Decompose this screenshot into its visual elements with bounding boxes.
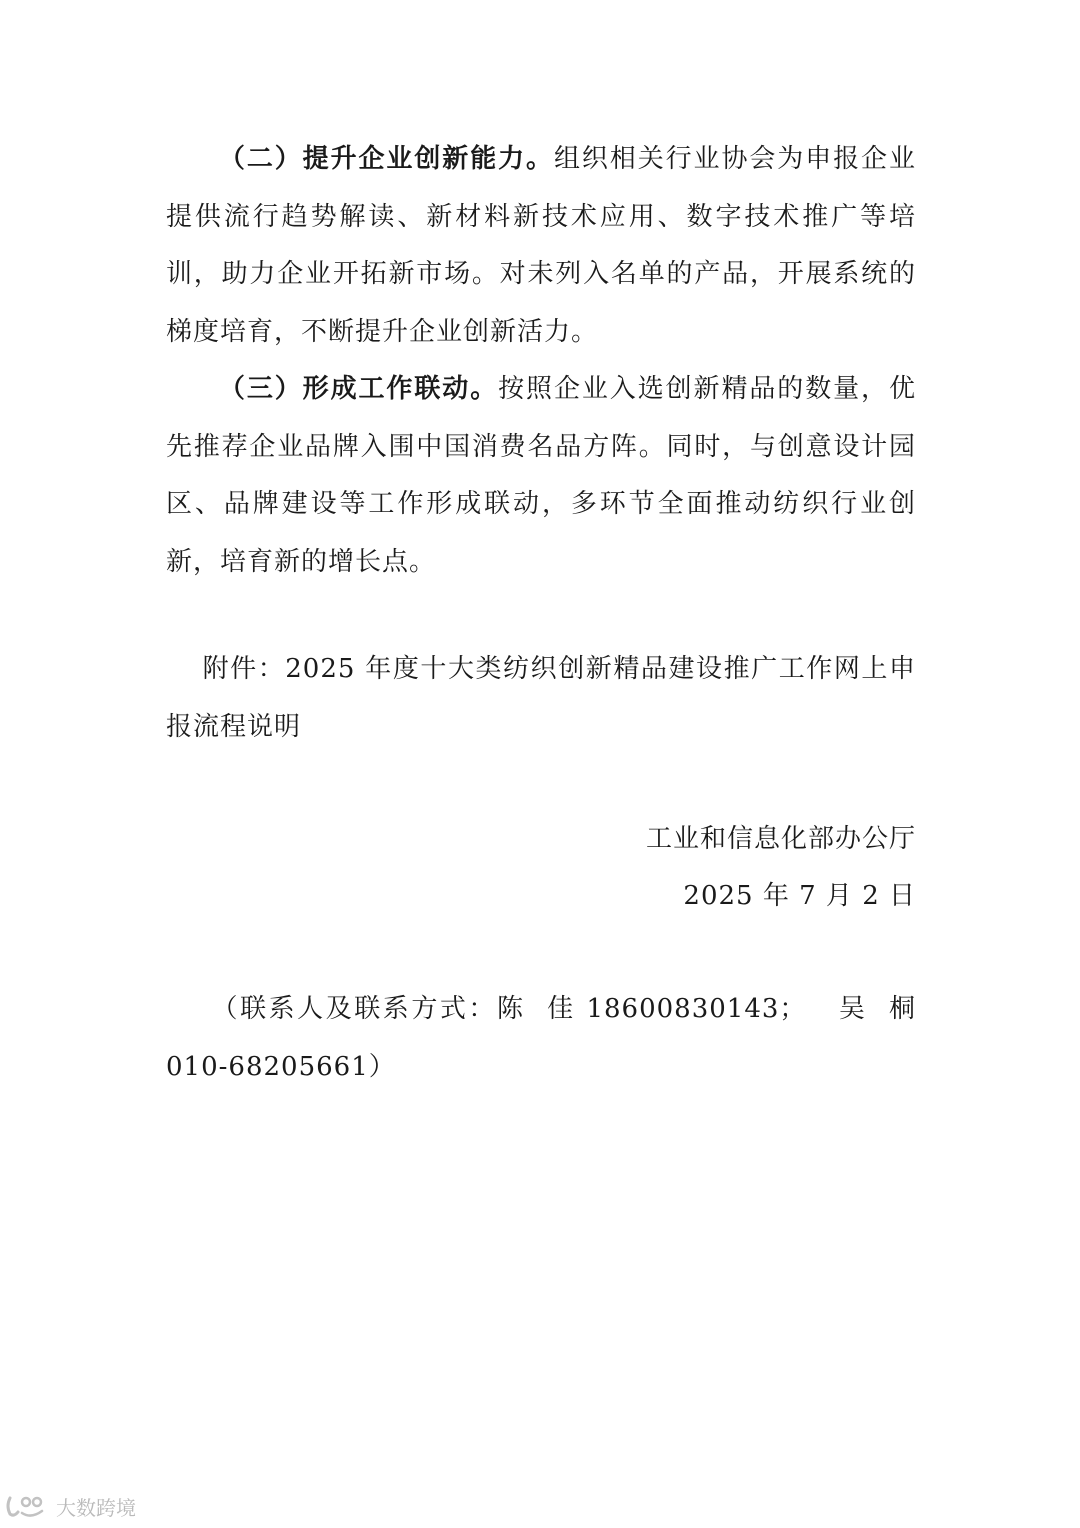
paragraph-section-3 (166, 361, 916, 591)
section-3-body: 按照企业入选创新精品的数量，优先推荐企业品牌入围中国消费名品方阵。同时，与创意设计园区、品牌建设等工作形成联动，多环节全面推动纺织行业创新，培育新的增长点。 (166, 374, 916, 577)
contact-info (166, 981, 926, 1096)
contact-text: （联系人及联系方式：陈 佳 18600830143； 吴 桐 010-68205661） (166, 994, 926, 1082)
section-2-heading: （二）提升企业创新能力。 (218, 144, 554, 174)
section-3-heading: （三）形成工作联动。 (218, 374, 499, 404)
attachment-note (166, 641, 916, 756)
attachment-text: 附件：2025 年度十大类纺织创新精品建设推广工作网上申报流程说明 (166, 654, 916, 742)
section-2-body: 组织相关行业协会为申报企业提供流行趋势解读、新材料新技术应用、数字技术推广等培训，助力企业开拓新市场。对未列入名单的产品，开展系统的梯度培育，不断提升企业创新活力。 (166, 144, 916, 347)
watermark (4, 1490, 136, 1522)
watermark-logo-icon (4, 1493, 50, 1519)
paragraph-section-2 (166, 131, 916, 361)
issue-date: 2025 年 7 月 2 日 (683, 881, 916, 911)
watermark-label: 大数跨境 (56, 1495, 136, 1520)
issuer-name: 工业和信息化部办公厅 (645, 824, 916, 854)
